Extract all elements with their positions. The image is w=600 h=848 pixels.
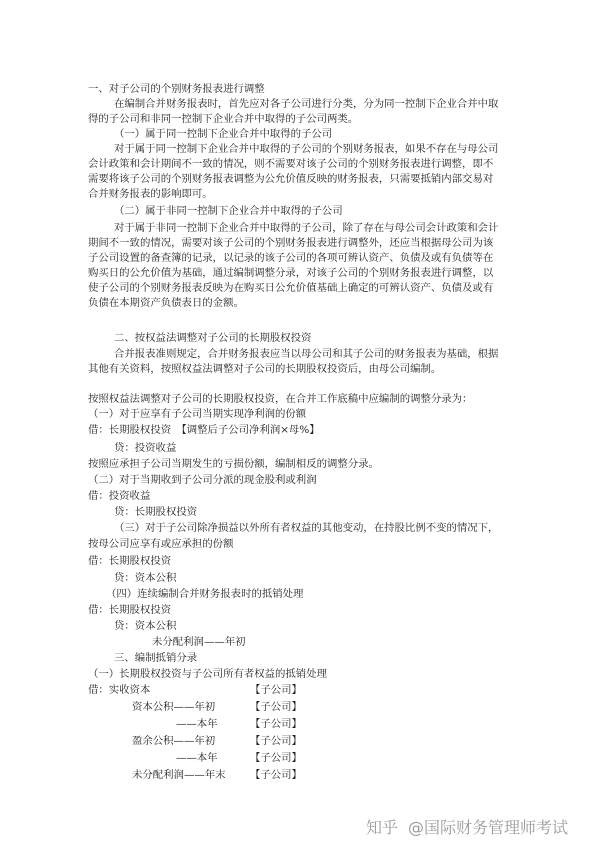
heading-section-1: 一、对子公司的个别财务报表进行调整: [88, 83, 265, 95]
subheading-2-4: （四）连续编制合并财务报表时的抵销处理: [106, 588, 304, 600]
journal-credit: 贷：资本公积: [114, 572, 177, 584]
paragraph-line: 按照应承担子公司当期发生的亏损份额，编制相反的调整分录。: [88, 458, 379, 470]
entity-tag: 【子公司】: [250, 701, 302, 713]
watermark-platform: 知乎: [366, 818, 399, 837]
paragraph-line: 对于属于同一控制下企业合并中取得的子公司的个别财务报表，如果不存在与母公司: [114, 143, 499, 155]
paragraph-line: 购买日的公允价值为基础，通过编制调整分录，对该子公司的个别财务报表进行调整，以: [88, 267, 494, 279]
paragraph-line: 合并报表准则规定，合并财务报表应当以母公司和其子公司的财务报表为基础，根据: [114, 348, 499, 360]
subheading-2-3: （三）对于子公司除净损益以外所有者权益的其他变动，在持股比例不变的情况下，: [114, 522, 499, 534]
watermark-author: @国际财务管理师考试: [408, 818, 569, 837]
journal-credit: 贷：投资收益: [114, 442, 177, 454]
entity-tag: 【子公司】: [250, 735, 302, 747]
paragraph-line: 得的子公司和非同一控制下企业合并中取得的子公司两类。: [88, 113, 359, 125]
entity-tag: 【子公司】: [250, 684, 302, 696]
watermark: [366, 815, 568, 838]
entity-tag: 【子公司】: [250, 718, 302, 730]
paragraph-line: 期间不一致的情况，需要对该子公司的个别财务报表进行调整外，还应当根据母公司为该: [88, 237, 494, 249]
journal-credit: 贷：资本公积: [114, 620, 177, 632]
paragraph-line: 合并财务报表的影响即可。: [88, 188, 213, 200]
paragraph-line: 需要将该子公司的个别财务报表调整为公允价值反映的财务报表，只需要抵销内部交易对: [88, 173, 494, 185]
paragraph-line: 负债在本期资产负债表日的金额。: [88, 297, 244, 309]
paragraph-line: 使子公司的个别财务报表反映为在购买日公允价值基础上确定的可辨认资产、负债及或有: [88, 282, 494, 294]
journal-credit: 贷：长期股权投资: [114, 506, 198, 518]
entity-tag: 【子公司】: [250, 769, 302, 781]
paragraph-line: 按母公司应享有或应承担的份额: [88, 538, 234, 550]
paragraph-line: 子公司设置的备查簿的记录，以记录的该子公司的各项可辨认资产、负债及或有负债等在: [88, 252, 494, 264]
subheading-1-1: （一）属于同一控制下企业合并中取得的子公司: [114, 128, 333, 140]
journal-credit: 未分配利润——年初: [152, 636, 246, 648]
journal-debit: 借：长期股权投资: [88, 604, 172, 616]
subheading-2-1: （一）对于应享有子公司当期实现净利润的份额: [88, 408, 307, 420]
journal-debit: 借：实收资本: [88, 684, 151, 696]
journal-debit-item: ——本年: [176, 752, 218, 764]
journal-debit: 借：长期股权投资 【调整后子公司净利润×母%】: [88, 424, 320, 436]
paragraph-line: 按照权益法调整对子公司的长期股权投资，在合并工作底稿中应编制的调整分录为：: [88, 393, 473, 405]
journal-debit: 借：长期股权投资: [88, 555, 172, 567]
subheading-1-2: （二）属于非同一控制下企业合并中取得的子公司: [114, 205, 343, 217]
subheading-2-2: （二）对于当期收到子公司分派的现金股利或利润: [88, 474, 317, 486]
paragraph-line: 对于属于非同一控制下企业合并中取得的子公司，除了存在与母公司会计政策和会计: [114, 222, 499, 234]
heading-section-3: 三、编制抵销分录: [114, 652, 198, 664]
journal-debit-item: 盈余公积——年初: [132, 735, 216, 747]
paragraph-line: 会计政策和会计期间不一致的情况，则不需要对该子公司的个别财务报表进行调整，即不: [88, 158, 494, 170]
paragraph-line: 其他有关资料，按照权益法调整对子公司的长期股权投资后，由母公司编制。: [88, 363, 442, 375]
entity-tag: 【子公司】: [250, 752, 302, 764]
paragraph-line: 在编制合并财务报表时，首先应对各子公司进行分类，分为同一控制下企业合并中取: [114, 98, 499, 110]
journal-debit-item: ——本年: [176, 718, 218, 730]
journal-debit-item: 资本公积——年初: [132, 701, 216, 713]
heading-section-2: 二、按权益法调整对子公司的长期股权投资: [114, 332, 312, 344]
subheading-3-1: （一）长期股权投资与子公司所有者权益的抵销处理: [88, 668, 327, 680]
journal-debit-item: 未分配利润——年末: [132, 769, 226, 781]
journal-debit: 借：投资收益: [88, 490, 151, 502]
